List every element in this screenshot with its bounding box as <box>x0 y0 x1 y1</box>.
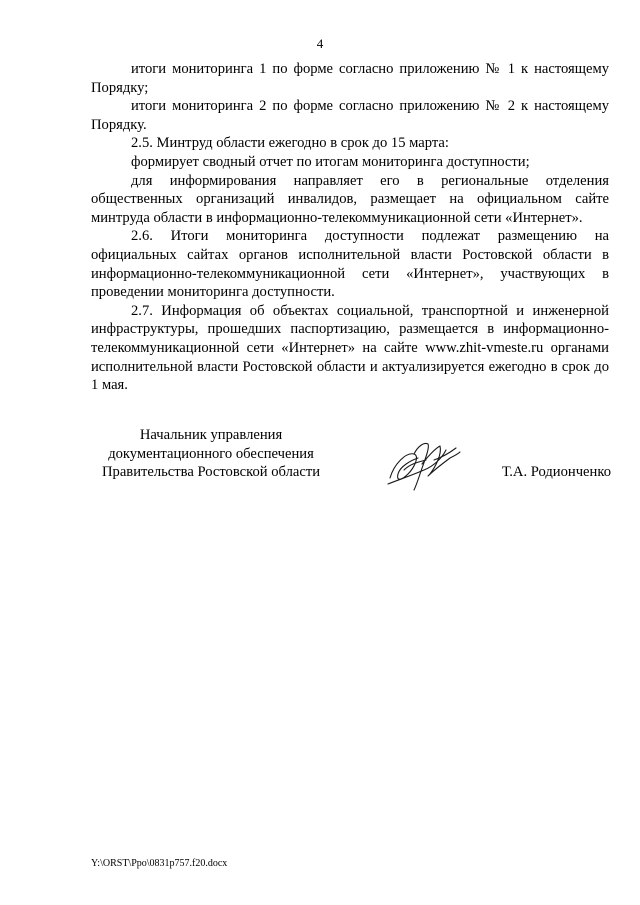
paragraph: итоги мониторинга 1 по форме согласно приложению № 1 к настоящему Порядку; <box>91 61 609 96</box>
paragraph: формирует сводный отчет по итогам мониторинга доступности; <box>131 153 530 170</box>
paragraph: 2.7. Информация об объектах социальной, транспортной и инженерной инфраструктуры, прошедших паспортизацию, размещается в информационно-телекоммуникационной сети «Интернет» на сайте www.zhit-vmeste.ru органами исполнительной власти Ростовской области и актуализируется ежегодно в срок до 1 мая. <box>91 302 609 394</box>
file-path-footer: Y:\ORST\Ppo\0831p757.f20.docx <box>91 858 228 869</box>
signatory-position-line: Правительства Ростовской области <box>101 464 321 481</box>
signature-block <box>91 426 611 506</box>
signatory-position-line: документационного обеспечения <box>108 445 314 462</box>
page-number: 4 <box>316 36 324 51</box>
signatory-position <box>91 426 331 482</box>
paragraph: для информирования направляет его в региональные отделения общественных организаций инвалидов, размещает на официальном сайте минтруда области в информационно-телекоммуникационной сети «Интернет». <box>91 172 609 226</box>
signatory-name: Т.А. Родионченко <box>501 464 611 480</box>
paragraph: 2.6. Итоги мониторинга доступности подлежат размещению на официальных сайтах органов исполнительной власти Ростовской области в информационно-телекоммуникационной сети «Интернет», участвующих в проведении мониторинга доступности. <box>91 228 609 301</box>
document-body <box>91 60 609 395</box>
paragraph: 2.5. Минтруд области ежегодно в срок до 15 марта: <box>131 135 449 152</box>
handwritten-signature <box>384 434 464 494</box>
paragraph: итоги мониторинга 2 по форме согласно приложению № 2 к настоящему Порядку. <box>91 98 609 133</box>
signatory-position-line: Начальник управления <box>139 427 283 443</box>
